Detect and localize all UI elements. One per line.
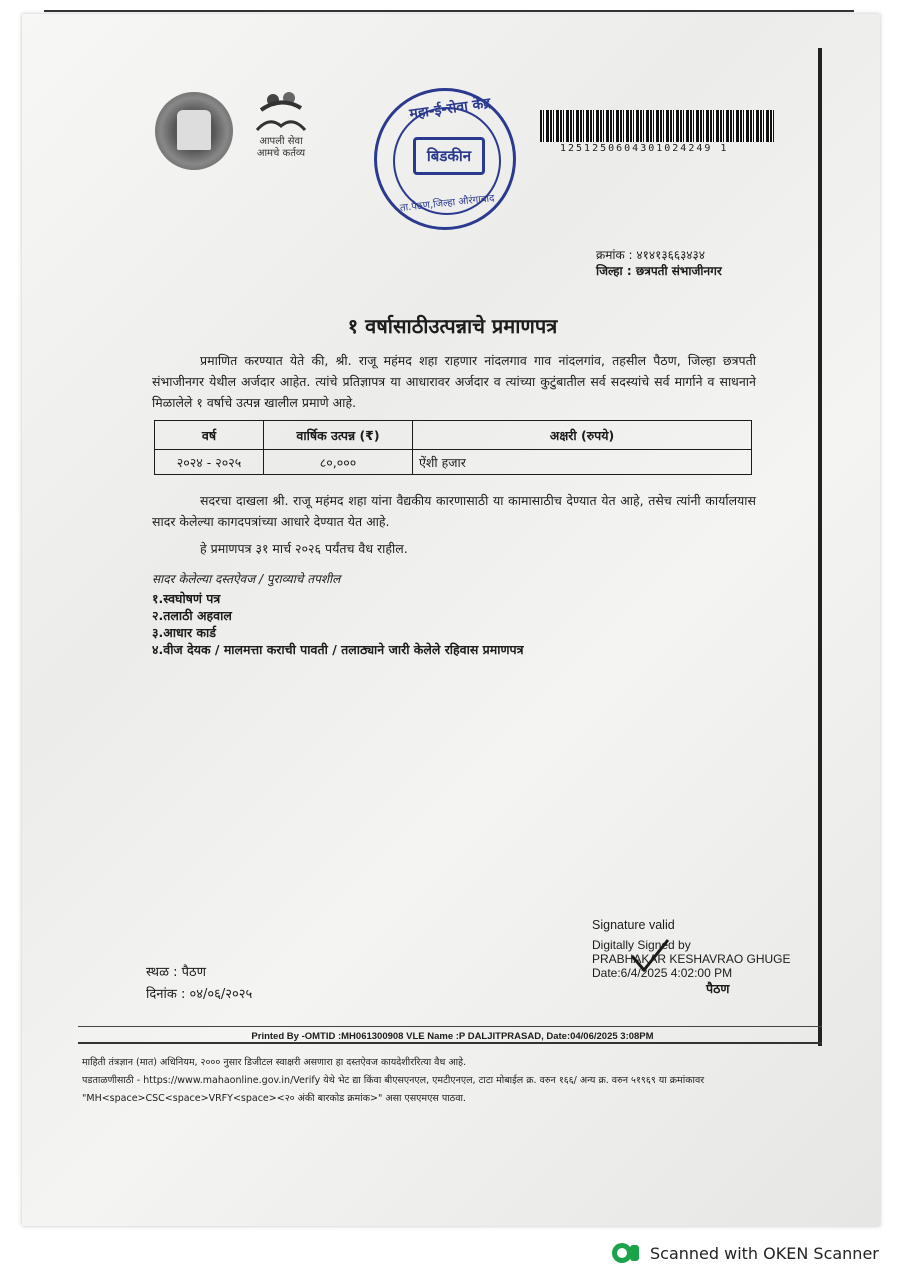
- oken-scanner-logo-icon: [610, 1241, 640, 1265]
- logo-caption-2: आमचे कर्तव्य: [256, 148, 306, 159]
- certificate-paragraph-2: सदरचा दाखला श्री. राजू महंमद शहा यांना वैद्यकीय कारणासाठी या कामासाठीच देण्यात येत आहे, तसेच त्यांनी कार्यालयास सादर केलेल्या कागदपत्रांच्या आधारे देण्यात येत आहे.: [152, 493, 756, 529]
- hands-logo-icon: [251, 90, 311, 136]
- signature-check-icon: [628, 936, 672, 976]
- col-header-year: वर्ष: [155, 421, 264, 450]
- signature-valid-label: Signature valid: [592, 918, 675, 932]
- cell-words: ऐंशी हजार: [413, 450, 752, 475]
- certificate-paragraph-1: प्रमाणित करण्यात येते की, श्री. राजू महंमद शहा राहणार नांदलगाव गाव नांदलगांव, तहसील पैठण, जिल्हा छत्रपती संभाजीनगर येथील अर्जदार आहेत. त्यांचे प्रतिज्ञापत्र या आधारावर अर्जदार व त्यांच्या कुटुंबातील सर्व सदस्यांचे सर्व मार्गाने व साधनाने मिळालेले १ वर्षाचे उत्पन्न खालील प्रमाणे आहे.: [152, 353, 756, 410]
- reference-block: [596, 247, 722, 279]
- list-item: ४.वीज देयक / मालमत्ता कराची पावती / तलाठ्याने जारी केलेले रहिवास प्रमाणपत्र: [152, 642, 524, 657]
- validity-statement: हे प्रमाणपत्र ३१ मार्च २०२६ पर्यंतच वैध राहील.: [200, 541, 408, 556]
- place-label: स्थळ : पैठण: [146, 965, 206, 980]
- table-header-row: [155, 421, 752, 450]
- footer-line-3: "MH<space>CSC<space>VRFY<space><२० अंकी बारकोड क्रमांक>" असा एसएमएस पाठवा.: [82, 1093, 466, 1104]
- signature-place: पैठण: [706, 981, 730, 996]
- stamp-center-text: बिडकीन: [413, 137, 485, 175]
- district: जिल्हा : छत्रपती संभाजीनगर: [596, 264, 722, 278]
- signature-line-1: Digitally Signed by: [592, 938, 691, 952]
- scanner-label: Scanned with OKEN Scanner: [650, 1243, 879, 1263]
- col-header-words: अक्षरी (रुपये): [413, 421, 752, 450]
- documents-heading: सादर केलेल्या दस्तऐवज / पुराव्याचे तपशील: [152, 572, 341, 586]
- certificate-title: १ वर्षासाठीउत्पन्नाचे प्रमाणपत्र: [347, 314, 558, 338]
- footer-line-2: पडताळणीसाठी - https://www.mahaonline.gov.in/Verify येथे भेट द्या किंवा बीएसएनएल, एमटीएनएल, टाटा मोबाईल क्र. वरुन १६६/ अन्य क्र. वरुन ५१९६९ या क्रमांकावर: [82, 1075, 705, 1086]
- barcode-number: 1251250604301024249 1: [560, 143, 729, 154]
- digital-signature-block: [592, 918, 791, 980]
- documents-list: [152, 590, 524, 658]
- maha-e-seva-stamp: [374, 88, 516, 230]
- footer-line-1: माहिती तंत्रज्ञान (मात) अधिनियम, २००० नुसार डिजीटल स्वाक्षरी असणारा हा दस्तऐवज कायदेशीररित्या वैध आहे.: [82, 1057, 467, 1068]
- list-item: ३.आधार कार्ड: [152, 625, 216, 640]
- list-item: २.तलाठी अहवाल: [152, 608, 232, 623]
- cell-income: ८०,०००: [264, 450, 413, 475]
- stamp-top-text: महा-ई-सेवा केंद्र: [408, 95, 492, 123]
- list-item: १.स्वघोषणं पत्र: [152, 591, 221, 606]
- scanner-watermark: [610, 1240, 879, 1266]
- barcode: [540, 110, 774, 142]
- frame-bottom-line: [78, 1042, 822, 1044]
- aaple-seva-logo: [246, 90, 316, 180]
- table-row: [155, 450, 752, 475]
- date-label: दिनांक : ०४/०६/२०२५: [146, 987, 253, 1002]
- printed-by-line: Printed By -OMTID :MH061300908 VLE Name :P DALJITPRASAD, Date:04/06/2025 3:08PM: [251, 1031, 654, 1042]
- kramank-number: क्रमांक : ४१४१३६६३४३४: [596, 248, 706, 262]
- logo-caption-1: आपली सेवा: [259, 136, 303, 147]
- frame-top-line: [44, 10, 854, 12]
- stamp-bottom-text: ता.पैठण,जिल्हा औरंगाबाद: [399, 193, 495, 214]
- frame-bottom-thin-line: [78, 1026, 822, 1027]
- frame-right-border: [818, 48, 822, 1046]
- signature-signer-name: PRABHAKAR KESHAVRAO GHUGE: [592, 952, 791, 966]
- maharashtra-emblem-icon: [155, 92, 233, 170]
- signature-date: Date:6/4/2025 4:02:00 PM: [592, 966, 733, 980]
- cell-year: २०२४ - २०२५: [155, 450, 264, 475]
- income-table: [154, 420, 752, 475]
- place-date-block: [146, 962, 252, 1006]
- col-header-income: वार्षिक उत्पन्न (₹): [264, 421, 413, 450]
